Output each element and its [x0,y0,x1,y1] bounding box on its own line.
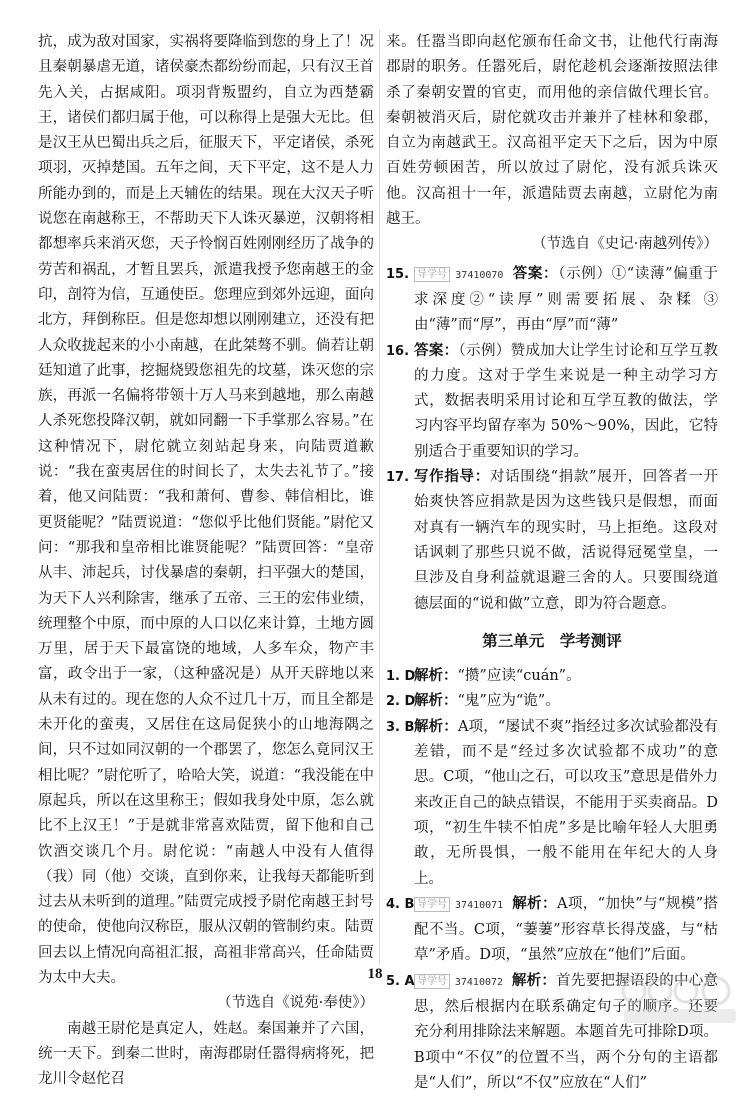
guide-tag: 导学号 [414,897,450,912]
answer-label: 答案： [512,265,559,282]
answer-item-15 [386,262,718,339]
item-number: 3. B [386,719,415,735]
item-number: 4. B [386,896,415,912]
answer-item-4 [386,892,718,969]
item-number: 5. A [386,973,415,989]
analysis-label: 解析： [414,718,458,735]
analysis-text: A项，“屡试不爽”指经过多次试验都没有差错，而不是“经过多次试验都不成功”的意思。C项，“他山之石，可以攻玉”意思是借外力来改正自己的缺点错误，不能用于买卖商品。D项，“初生牛犊不怕虎”多是比喻年轻人大胆勇敢，无所畏惧，一般不能用在年纪大的人身上。 [414,718,719,887]
item-number: 1. D [386,669,416,685]
analysis-text: 首先要把握语段的中心意思，然后根据内在联系确定句子的顺序。还要充分利用排除法来解题。本题首先可排除D项。B项中“不仅”的位置不当，两个分句的主语都是“人们”，所以“不仅”应放在“人们” [414,972,719,1091]
source-citation-shiji: （节选自《史记·南越列传》） [532,236,718,253]
column-divider [379,30,380,965]
answer-text: （示例）赞成加大让学生讨论和互学互教的力度。这对于学生来说是一种主动学习方式，数据表明采用讨论和互学互教的做法，学习内容平均留存率为 50%～90%，因此，它特别适合于重要知识的学习。 [414,342,719,460]
answer-text: 对话围绕“捐款”展开，回答者一开始爽快答应捐款是因为这些钱只是假想，而面对真有一辆汽车的现实时，马上拒绝。这段对话讽刺了那些只说不做，活说得冠冕堂皇，一旦涉及自身利益就退避三舍的人。只要围绕道德层面的“说和做”立意，即为符合题意。 [414,469,719,612]
item-number: 17. [386,470,410,486]
right-column [386,30,718,1096]
analysis-label: 解析： [414,668,458,685]
answer-item-2 [386,689,718,714]
source-citation-shuoyuan: （节选自《说苑·奉使》） [217,995,374,1012]
analysis-label: 解析： [512,895,557,912]
answer-item-1 [386,664,718,689]
guide-tag: 导学号 [414,974,450,989]
analysis-text: “攒”应读“cuán”。 [457,668,581,685]
item-number: 16. [386,343,410,359]
answer-item-3 [386,715,718,892]
analysis-label: 解析： [414,693,458,710]
watermark-logo [620,971,740,1027]
guide-code: 37410070 [455,269,504,281]
guide-code: 37410072 [454,976,504,988]
analysis-label: 解析： [511,972,557,989]
guide-tag: 导学号 [414,267,450,282]
answer-text: （示例）①“读薄”偏重于求深度②“读厚”则需要拓展、杂糅 ③由“薄”而“厚”，再由“厚”而“薄” [414,265,719,334]
answer-item-16 [386,339,718,465]
item-number: 2. D [386,694,416,710]
item-number: 15. [386,266,410,282]
page-number: 18 [367,966,383,982]
section-title: 第三单元 学考测评 [482,631,622,650]
analysis-text: “鬼”应为“诡”。 [457,693,560,710]
answer-item-17 [386,465,718,617]
translation-paragraph-1: 抗，成为敌对国家，实祸将要降临到您的身上了！况且秦朝暴虐无道，诸侯豪杰都纷纷而起，只有汉王首先入关，占据咸阳。项羽背叛盟约，自立为西楚霸王，诸侯们都归属于他，可以称得上是强大无比。但是汉王从巴蜀出兵之后，征服天下，平定诸侯，杀死项羽，灭掉楚国。五年之间，天下平定，这不是人力所能办到的，而是上天辅佐的结果。现在大汉天子听说您在南越称王，不帮助天下人诛灭暴逆，汉朝将相都想率兵来消灭您，天子怜悯百姓刚刚经历了战争的劳苦和祸乱，才暂且罢兵，派遣我授予您南越王的金印，剖符为信，互通使臣。您理应到郊外远迎，面向北方，拜倒称臣。但是您却想以刚刚建立，还没有把人众收拢起来的小小南越，在此桀骜不驯。倘若让朝廷知道了此事，挖掘烧毁您祖先的坟墓，诛灭您的宗族，再派一名偏将带领十万人马来到越地，那么南越人杀死您投降汉朝，就如同翻一下手掌那么容易。”在这种情况下，尉佗就立刻站起身来，向陆贾道歉说：“我在蛮夷居住的时间长了，太失去礼节了。”接着，他又问陆贾：“我和萧何、曹参、韩信相比，谁更贤能呢？”陆贾说道：“您似乎比他们贤能。”尉佗又问：“那我和皇帝相比谁贤能呢？”陆贾回答：“皇帝从丰、沛起兵，讨伐暴虐的秦朝，扫平强大的楚国，为天下人兴利除害，继承了五帝、三王的宏伟业绩，统理整个中原，而中原的人口以亿来计算，土地方圆万里，居于天下最富饶的地域，人多车众，物产丰富，政令出于一家，（这种盛况是）从开天辟地以来从未有过的。现在您的人众不过几十万，而且全都是未开化的蛮夷，又居住在这局促狭小的山地海隅之间，只不过如同汉朝的一个郡罢了，您怎么竟同汉王相比呢？”尉佗听了，哈哈大笑，说道：“我没能在中原起兵，所以在这里称王；假如我身处中原，怎么就比不上汉王！”于是就非常喜欢陆贾，留下他和自己饮酒交谈几个月。尉佗说：“南越人中没有人值得（我）同（他）交谈，直到你来，让我每天都能听到过去从未听到的道理。”陆贾完成授予尉佗南越王封号的使命，使他向汉称臣，服从汉朝的管制约束。陆贾回去以上情况向高祖汇报，高祖非常高兴，任命陆贾为太中大夫。 [38,34,374,986]
translation-paragraph-3: 来。任嚣当即向赵佗颁布任命文书，让他代行南海郡尉的职务。任嚣死后，尉佗趁机会逐渐按照法律杀了秦朝安置的官吏，而用他的亲信做代理长官。秦朝被消灭后，尉佗就攻击并兼并了桂林和象郡，自立为南越武王。汉高祖平定天下之后，因为中原百姓劳顿困苦，所以放过了尉佗，没有派兵诛灭他。汉高祖十一年，派遣陆贾去南越，立尉佗为南越王。 [386,34,718,228]
translation-paragraph-2: 南越王尉佗是真定人，姓赵。秦国兼并了六国，统一天下。到秦二世时，南海郡尉任嚣得病将死，把龙川令赵佗召 [38,1020,374,1088]
guide-code: 37410071 [455,899,504,911]
answer-label: 答案： [414,342,459,359]
writing-guide-label: 写作指导： [414,469,490,486]
analysis-text: A项，“加快”与“规模”搭配不当。C项，“萋萋”形容草长得茂盛，与“枯草”矛盾。D项，“虽然”应放在“他们”后面。 [414,895,719,964]
left-column [38,30,374,1092]
